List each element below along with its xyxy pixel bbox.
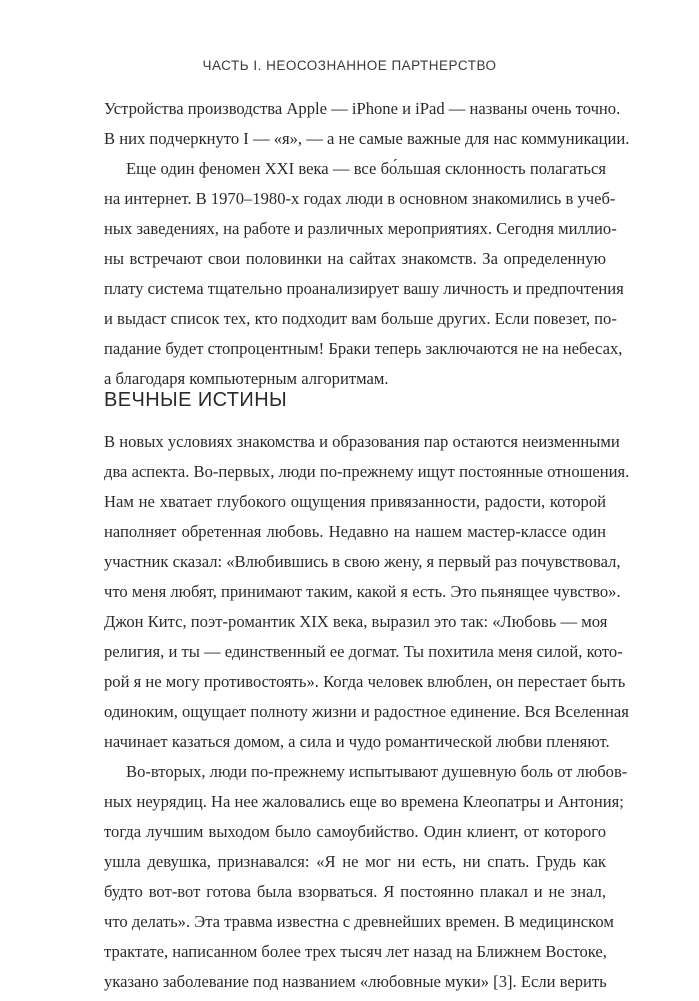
text-line: будто вот-вот готова была взорваться. Я постоянно плакал и не знал, [104,882,606,901]
running-head: ЧАСТЬ I. НЕОСОЗНАННОЕ ПАРТНЕРСТВО [202,58,497,73]
text-line: В них подчеркнуто I — «я», — а не самые важные для нас коммуникации. [104,129,630,148]
text-line: Джон Китс, поэт-романтик XIX века, выразил это так: «Любовь — моя [104,612,608,631]
text-line: плату система тщательно проанализирует вашу личность и предпочтения [104,279,624,298]
text-line: указано заболевание под названием «любовные муки» [3]. Если верить [104,972,607,991]
text-line: Во-вторых, люди по-прежнему испытывают душевную боль от любов- [126,762,628,781]
text-block-top [104,94,630,394]
text-line: ных неурядиц. На нее жаловались еще во времена Клеопатры и Антония; [104,792,624,811]
text-line: религия, и ты — единственный ее догмат. Ты похитила меня силой, кото- [104,642,623,661]
text-line: одиноким, ощущает полноту жизни и радостное единение. Вся Вселенная [104,702,629,721]
text-line: что меня любят, принимают таким, какой я есть. Это пьянящее чувство». [104,582,621,601]
section-heading: ВЕЧНЫЕ ИСТИНЫ [104,389,288,411]
text-line: что делать». Эта травма известна с древнейших времен. В медицинском [104,912,614,931]
text-line: ных заведениях, на работе и различных мероприятиях. Сегодня миллио- [104,219,617,238]
text-line: участник сказал: «Влюбившись в свою жену, я первый раз почувствовал, [104,552,621,571]
text-line: рой я не могу противостоять». Когда человек влюблен, он перестает быть [104,672,626,691]
text-line: трактате, написанном более трех тысяч лет назад на Ближнем Востоке, [104,942,607,961]
text-line: падание будет стопроцентным! Браки теперь заключаются не на небесах, [104,339,623,358]
text-line: Еще один феномен XXI века — все бо́льшая склонность полагаться [126,159,606,178]
text-line: ушла девушка, признавался: «Я не мог ни есть, ни спать. Грудь как [104,852,606,871]
text-line: В новых условиях знакомства и образования пар остаются неизменными [104,432,620,451]
text-line: а благодаря компьютерным алгоритмам. [104,369,389,388]
text-line: тогда лучшим выходом было самоубийство. Один клиент, от которого [104,822,606,841]
text-block-bottom [104,427,630,997]
text-line: два аспекта. Во-первых, люди по-прежнему ищут постоянные отношения. [104,462,630,481]
text-line: Нам не хватает глубокого ощущения привязанности, радости, которой [104,492,606,511]
text-line: и выдаст список тех, кто подходит вам больше других. Если повезет, по- [104,309,617,328]
text-line: на интернет. В 1970–1980-х годах люди в основном знакомились в учеб- [104,189,616,208]
text-line: Устройства производства Apple — iPhone и iPad — названы очень точно. [104,99,621,118]
text-line: ны встречают свои половинки на сайтах знакомств. За определенную [104,249,606,268]
text-line: наполняет обретенная любовь. Недавно на нашем мастер-классе один [104,522,606,541]
text-line: начинает казаться домом, а сила и чудо романтической любви пленяют. [104,732,610,751]
